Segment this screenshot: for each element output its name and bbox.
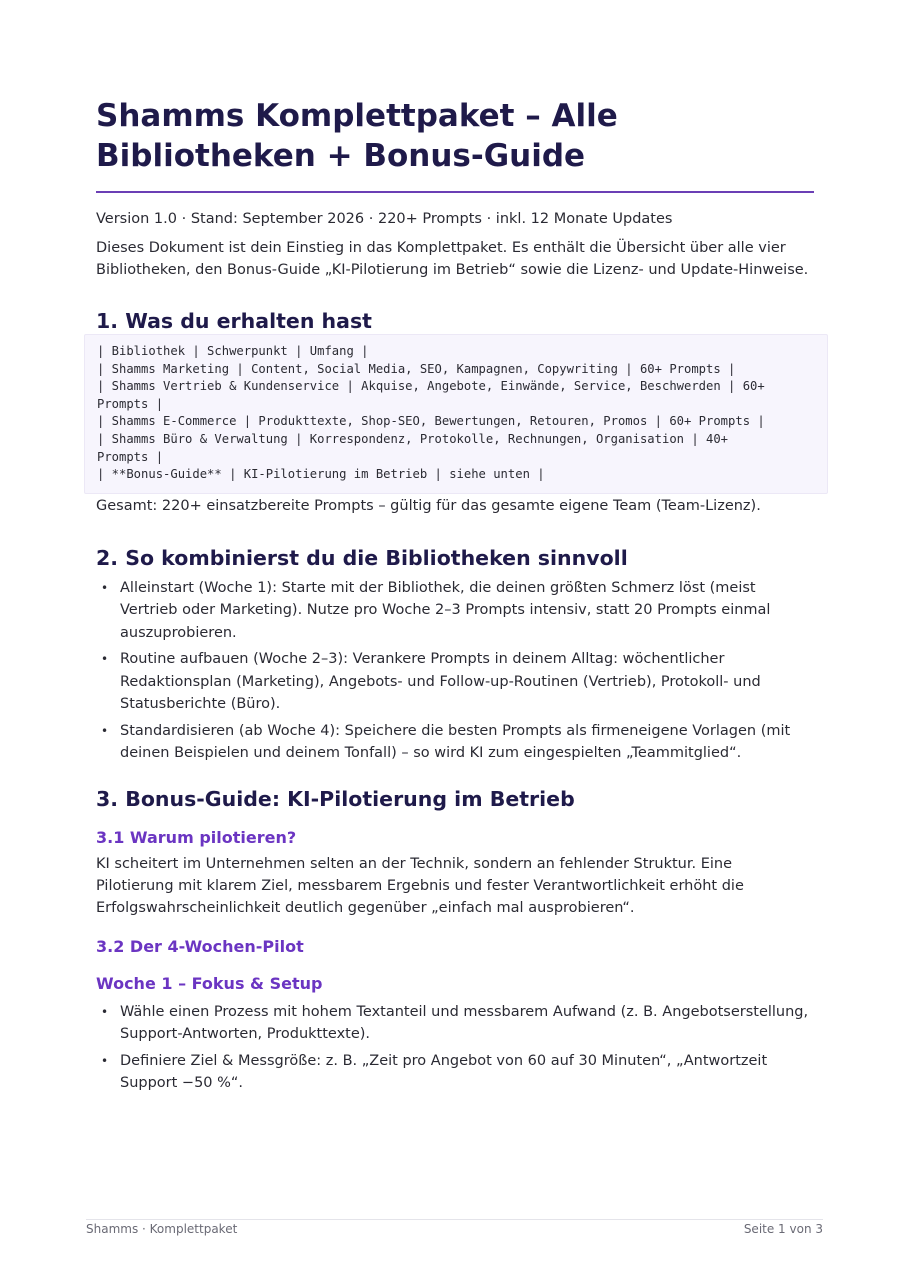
bullet-icon: • [101,652,109,667]
bullet-icon: • [101,1053,109,1068]
library-table-code-block [84,334,828,494]
document-page [96,96,814,1099]
code-line: | Shamms E-Commerce | Produkttexte, Shop-SEO, Bewertungen, Retouren, Promos | 60+ Prompts | [97,414,765,429]
section-2-heading: 2. So kombinierst du die Bibliotheken sinnvoll [96,545,628,570]
bullet-icon: • [101,723,109,738]
section-1-heading: 1. Was du erhalten hast [96,309,372,333]
intro-paragraph: Dieses Dokument ist dein Einstieg in das Komplettpaket. Es enthält die Übersicht über alle vier Bibliotheken, den Bonus-Guide „KI-Pilotierung im Betrieb“ sowie die Lizenz- und Update-Hinweise. [96,240,809,278]
subsection-3-1-heading: 3.1 Warum pilotieren? [96,827,297,847]
list-item: • Routine aufbauen (Woche 2–3): Verankere Prompts in deinem Alltag: wöchentlicher Redaktionsplan (Marketing), Angebots- und Follow-up-Routinen (Vertrieb), Protokoll- und Statusberichte (Büro). [96,648,814,716]
page-footer [86,1219,823,1236]
code-line: | Shamms Vertrieb & Kundenservice | Akquise, Angebote, Einwände, Service, Beschwerden | 60+ [97,379,765,394]
total-summary: Gesamt: 220+ einsatzbereite Prompts – gültig für das gesamte eigene Team (Team-Lizenz). [96,497,761,514]
bullet-icon: • [101,1004,109,1019]
code-line: Prompts | [97,449,164,464]
version-meta: Version 1.0 · Stand: September 2026 · 220+ Prompts · inkl. 12 Monate Updates [96,211,673,227]
combination-list [96,577,814,765]
code-line: Prompts | [97,396,164,411]
subsection-3-1-text: KI scheitert im Unternehmen selten an der Technik, sondern an fehlender Struktur. Eine Pilotierung mit klarem Ziel, messbarem Ergebnis und fester Verantwortlichkeit erhöht die Erfolgswahrscheinlichkeit deutlich gegenüber „einfach mal ausprobieren“. [96,855,744,916]
code-line: | **Bonus-Guide** | KI-Pilotierung im Betrieb | siehe unten | [97,467,545,482]
section-3-heading: 3. Bonus-Guide: KI-Pilotierung im Betrieb [96,786,575,811]
footer-doc-name: Shamms · Komplettpaket [86,1222,238,1236]
title-divider [96,191,814,193]
subsection-3-2-heading: 3.2 Der 4-Wochen-Pilot [96,936,304,956]
list-item: • Definiere Ziel & Messgröße: z. B. „Zeit pro Angebot von 60 auf 30 Minuten“, „Antwortzeit Support −50 %“. [96,1050,814,1095]
document-title: Shamms Komplettpaket – Alle Bibliotheken + Bonus-Guide [96,98,618,174]
code-line: | Shamms Marketing | Content, Social Media, SEO, Kampagnen, Copywriting | 60+ Prompts | [97,361,736,376]
list-item: • Standardisieren (ab Woche 4): Speichere die besten Prompts als firmeneigene Vorlagen (mit deinen Beispielen und deinem Tonfall) – so wird KI zum eingespielten „Teammitglied“. [96,720,814,765]
week-1-heading: Woche 1 – Fokus & Setup [96,973,323,993]
footer-page-number: Seite 1 von 3 [743,1222,823,1236]
code-line: | Shamms Büro & Verwaltung | Korrespondenz, Protokolle, Rechnungen, Organisation | 40+ [97,431,729,446]
week-1-list [96,1001,814,1095]
bullet-icon: • [101,580,109,595]
code-line: | Bibliothek | Schwerpunkt | Umfang | [97,344,369,358]
list-item: • Wähle einen Prozess mit hohem Textanteil und messbarem Aufwand (z. B. Angebotserstellung, Support-Antworten, Produkttexte). [96,1001,814,1046]
list-item: • Alleinstart (Woche 1): Starte mit der Bibliothek, die deinen größten Schmerz löst (meist Vertrieb oder Marketing). Nutze pro Woche 2–3 Prompts intensiv, statt 20 Prompts einmal auszuprobieren. [96,577,814,645]
